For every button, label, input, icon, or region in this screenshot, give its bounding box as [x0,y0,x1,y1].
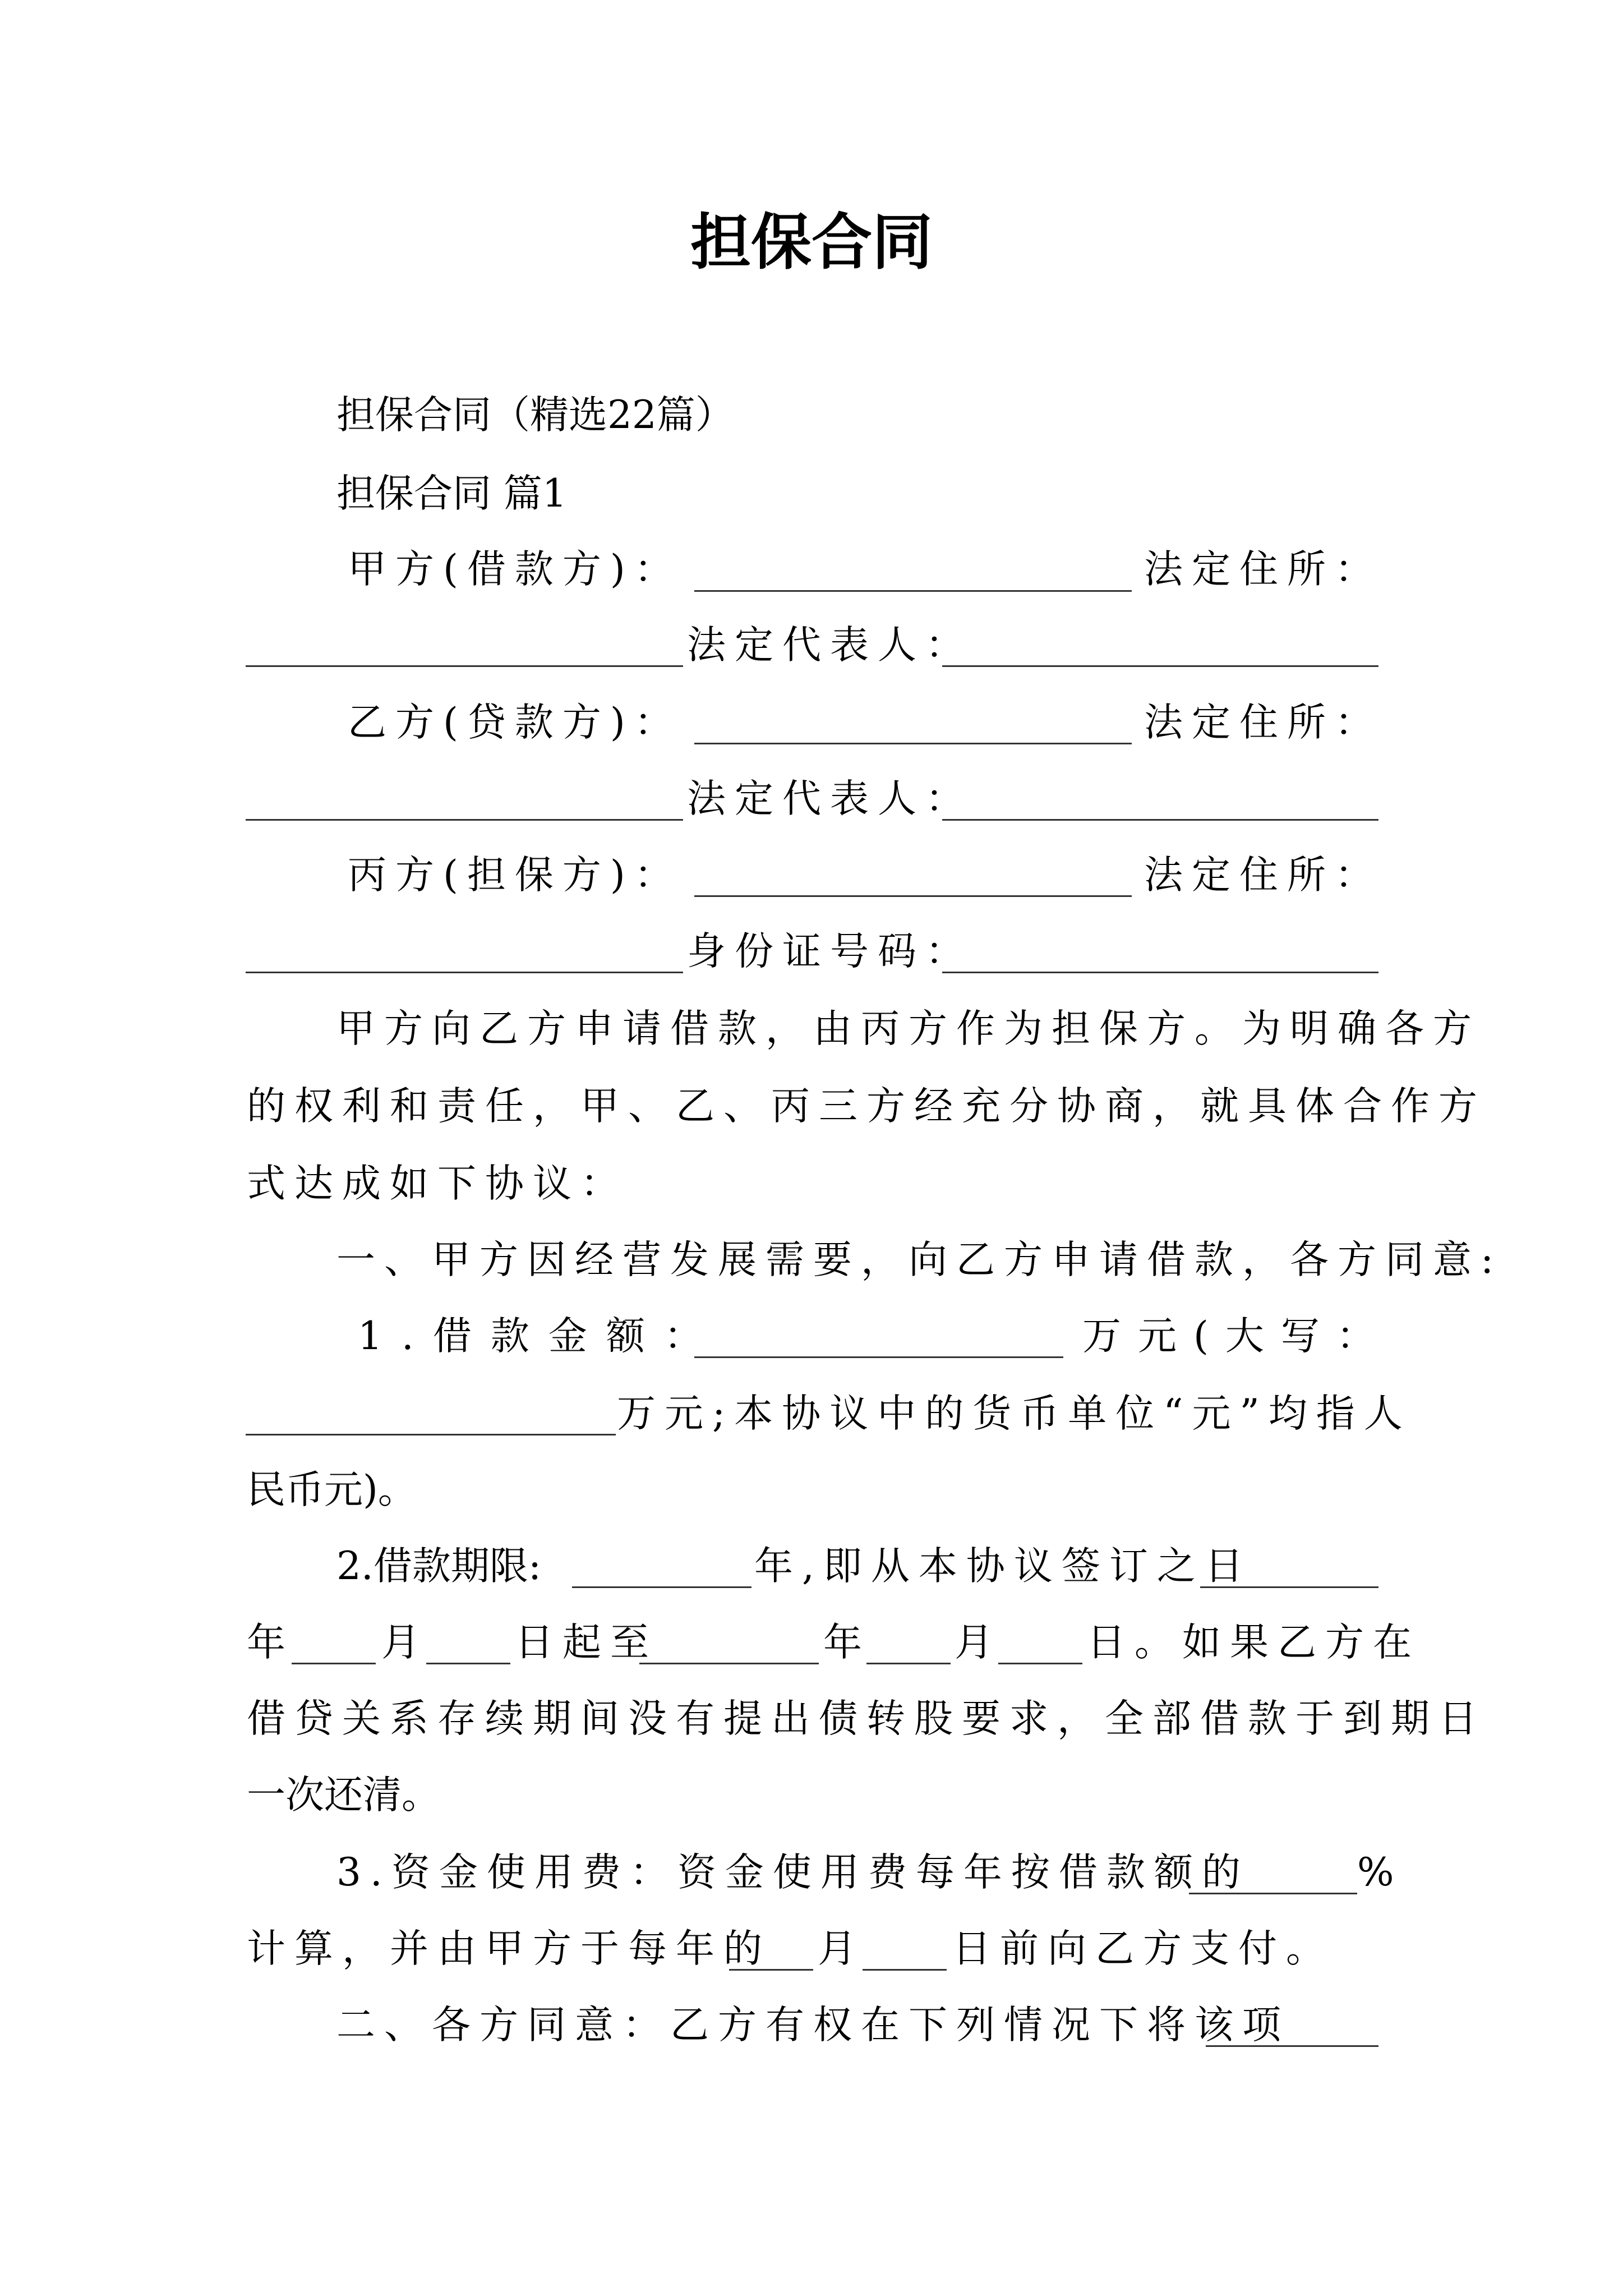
usage-fee-rate-blank [1189,1893,1357,1894]
loan-term-day-blank-1 [426,1663,510,1664]
party-c-address-blank [246,972,683,973]
party-c-address-label: 法定住所： [1144,853,1382,898]
loan-term-line-2-tail: 日。如果乙方在 [1087,1620,1421,1665]
usage-fee-month-blank [729,1969,813,1971]
party-b-address-label: 法定住所： [1144,700,1382,745]
loan-term-month-1: 月 [381,1620,420,1665]
preamble-line-1: 甲方向乙方申请借款，由丙方作为担保方。为明确各方 [336,1006,1481,1051]
party-b-name-blank [694,743,1132,744]
party-c-id-label: 身份证号码： [687,929,973,974]
party-c-name-blank [694,895,1132,897]
loan-amount-line-2: 万元;本协议中的货币单位“元”均指人 [617,1391,1412,1436]
usage-fee-month: 月 [818,1926,856,1971]
loan-term-month-blank-1 [292,1663,376,1664]
loan-amount-words-blank [246,1434,616,1435]
loan-amount-blank [694,1356,1063,1358]
section-2-blank [1206,2045,1378,2047]
usage-fee-text: 3.资金使用费：资金使用费每年按借款额的 [336,1850,1249,1895]
usage-fee-line-2-start: 计算，并由甲方于每年的 [247,1926,771,1971]
section-2-heading: 二、各方同意：乙方有权在下列情况下将该项 [336,2003,1290,2047]
usage-fee-line-2-end: 日前向乙方支付。 [952,1926,1334,1971]
section-1-heading: 一、甲方因经营发展需要，向乙方申请借款，各方同意: [336,1237,1503,1282]
party-b-address-blank [246,819,683,821]
party-a-address-label: 法定住所： [1144,547,1382,592]
party-a-label: 甲方(借款方)： [348,547,682,592]
party-b-rep-blank [942,819,1378,821]
loan-term-month-2: 月 [955,1620,993,1665]
loan-term-line-3: 借贷关系存续期间没有提出债转股要求，全部借款于到期日 [247,1696,1486,1741]
party-b-label: 乙方(贷款方)： [348,700,682,745]
loan-amount-label: 1.借款金额： [358,1314,722,1359]
loan-term-day-blank-2 [998,1663,1082,1664]
loan-term-year-1: 年 [247,1620,285,1665]
loan-term-until: 日起至 [515,1620,658,1665]
loan-term-month-blank-2 [866,1663,951,1664]
loan-term-year-2: 年 [823,1620,862,1665]
loan-amount-unit: 万元(大写： [1082,1314,1392,1359]
preamble-line-3: 式达成如下协议： [247,1161,628,1206]
usage-fee-day-blank [863,1969,947,1971]
usage-fee-percent: % [1357,1850,1394,1895]
collection-heading: 担保合同（精选22篇） [336,393,734,438]
loan-term-text: 年,即从本协议签订之日 [754,1544,1252,1589]
loan-term-end-year-blank [639,1663,819,1664]
party-b-rep-label: 法定代表人： [687,776,973,821]
loan-term-line-4: 一次还清。 [247,1773,440,1818]
party-a-name-blank [694,590,1132,592]
party-c-label: 丙方(担保方)： [348,853,682,898]
party-a-rep-blank [942,665,1378,667]
chapter-heading: 担保合同 篇1 [336,471,567,516]
loan-term-start-year-blank [1200,1586,1378,1588]
document-title: 担保合同 [690,207,933,278]
loan-amount-line-3: 民币元)。 [247,1467,417,1512]
loan-term-years-blank [572,1586,751,1588]
preamble-line-2: 的权利和责任，甲、乙、丙三方经充分协商，就具体合作方 [247,1084,1486,1129]
party-c-id-blank [942,972,1378,973]
party-a-rep-label: 法定代表人： [687,623,973,668]
party-a-address-blank [246,665,683,667]
loan-term-label: 2.借款期限: [336,1544,542,1589]
